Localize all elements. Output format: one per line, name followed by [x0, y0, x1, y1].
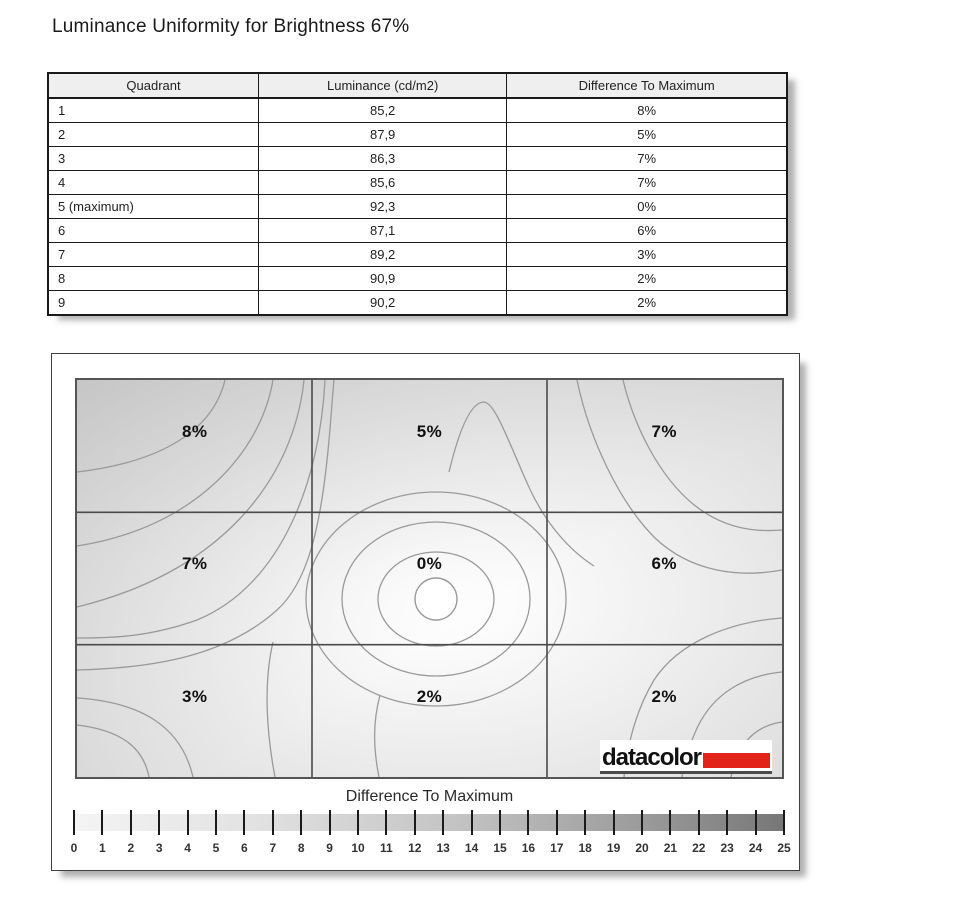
colorbar-tick — [641, 810, 643, 835]
colorbar-tick-label: 3 — [155, 841, 163, 855]
colorbar-tick — [272, 810, 274, 835]
plot-label-q1: 8% — [181, 422, 208, 442]
cell-quadrant: 3 — [48, 147, 258, 171]
colorbar-tick — [669, 810, 671, 835]
colorbar-tick-label: 14 — [464, 841, 479, 855]
cell-luminance: 86,3 — [258, 147, 506, 171]
colorbar-tick-label: 8 — [297, 841, 305, 855]
col-header-quadrant: Quadrant — [48, 73, 258, 98]
colorbar-tick — [499, 810, 501, 835]
colorbar-tick-label: 23 — [720, 841, 734, 855]
colorbar-tick-label: 15 — [493, 841, 507, 855]
cell-quadrant: 2 — [48, 123, 258, 147]
uniformity-table — [47, 72, 788, 316]
colorbar-tick — [101, 810, 103, 835]
table-header-row — [48, 73, 787, 98]
colorbar-tick-label: 10 — [351, 841, 365, 855]
col-header-luminance: Luminance (cd/m2) — [258, 73, 506, 98]
table-row — [48, 171, 787, 195]
cell-quadrant: 7 — [48, 243, 258, 267]
colorbar-tick-label: 11 — [380, 841, 393, 855]
plot-label-q9: 2% — [651, 687, 678, 707]
colorbar-scale — [70, 810, 791, 862]
datacolor-logo — [600, 740, 772, 774]
colorbar-tick-label: 5 — [212, 841, 220, 855]
colorbar-tick-label: 25 — [777, 841, 791, 855]
colorbar-tick-label: 1 — [99, 841, 106, 855]
colorbar-tick-label: 2 — [127, 841, 135, 855]
cell-difference: 7% — [507, 171, 787, 195]
colorbar-tick — [698, 810, 700, 835]
colorbar-tick-label: 6 — [241, 841, 248, 855]
cell-luminance: 90,2 — [258, 291, 506, 316]
uniformity-plot-panel — [51, 353, 800, 871]
plot-label-q6: 6% — [651, 554, 678, 574]
colorbar-tick-label: 19 — [606, 841, 621, 855]
cell-luminance: 85,6 — [258, 171, 506, 195]
cell-quadrant: 9 — [48, 291, 258, 316]
colorbar-tick — [385, 810, 387, 835]
colorbar-gradient — [75, 814, 783, 831]
colorbar-tick — [130, 810, 132, 835]
colorbar-tick — [357, 810, 359, 835]
table-row — [48, 98, 787, 123]
table-row — [48, 195, 787, 219]
colorbar-tick — [243, 810, 245, 835]
table-row — [48, 267, 787, 291]
cell-luminance: 92,3 — [258, 195, 506, 219]
colorbar-tick-label: 18 — [578, 841, 592, 855]
col-header-difference: Difference To Maximum — [507, 73, 787, 98]
uniformity-table-body — [48, 98, 787, 315]
cell-difference: 5% — [507, 123, 787, 147]
cell-difference: 0% — [507, 195, 787, 219]
colorbar-tick — [329, 810, 331, 835]
cell-difference: 3% — [507, 243, 787, 267]
cell-difference: 8% — [507, 98, 787, 123]
colorbar-tick-label: 7 — [269, 841, 277, 855]
cell-quadrant: 1 — [48, 98, 258, 123]
page-title: Luminance Uniformity for Brightness 67% — [52, 16, 410, 37]
cell-difference: 7% — [507, 147, 787, 171]
colorbar-tick-label: 24 — [748, 841, 763, 855]
colorbar-tick-label: 9 — [326, 841, 333, 855]
colorbar-tick — [187, 810, 189, 835]
colorbar-tick — [527, 810, 529, 835]
colorbar-tick-label: 22 — [692, 841, 706, 855]
cell-luminance: 89,2 — [258, 243, 506, 267]
colorbar-tick — [755, 810, 757, 835]
uniformity-table-container — [47, 72, 788, 316]
colorbar-tick — [613, 810, 615, 835]
cell-quadrant: 8 — [48, 267, 258, 291]
colorbar-tick-label: 0 — [70, 841, 78, 855]
colorbar-tick-label: 12 — [408, 841, 422, 855]
colorbar-tick-label: 20 — [635, 841, 649, 855]
cell-luminance: 87,1 — [258, 219, 506, 243]
colorbar-tick-label: 13 — [436, 841, 450, 855]
colorbar-tick — [584, 810, 586, 835]
plot-label-q8: 2% — [416, 687, 443, 707]
maximum-point-marker — [415, 578, 457, 620]
table-row — [48, 291, 787, 316]
contour-plot — [75, 378, 784, 779]
colorbar-tick — [158, 810, 160, 835]
cell-quadrant: 5 (maximum) — [48, 195, 258, 219]
cell-quadrant: 6 — [48, 219, 258, 243]
colorbar-tick — [726, 810, 728, 835]
datacolor-logo-red-bar — [703, 753, 770, 768]
colorbar-tick — [300, 810, 302, 835]
plot-label-q7: 3% — [181, 687, 208, 707]
colorbar-tick — [73, 810, 75, 835]
cell-difference: 2% — [507, 267, 787, 291]
cell-luminance: 87,9 — [258, 123, 506, 147]
colorbar-tick-label: 16 — [521, 841, 536, 855]
colorbar-tick — [783, 810, 785, 835]
table-row — [48, 243, 787, 267]
colorbar-tick-label: 17 — [550, 841, 564, 855]
colorbar-tick — [442, 810, 444, 835]
colorbar-tick-label: 4 — [184, 841, 191, 855]
colorbar-tick — [215, 810, 217, 835]
datacolor-logo-text: datacolor — [602, 744, 702, 771]
cell-luminance: 85,2 — [258, 98, 506, 123]
plot-label-q4: 7% — [181, 554, 208, 574]
table-row — [48, 147, 787, 171]
cell-quadrant: 4 — [48, 171, 258, 195]
cell-difference: 6% — [507, 219, 787, 243]
cell-difference: 2% — [507, 291, 787, 316]
cell-luminance: 90,9 — [258, 267, 506, 291]
plot-label-q3: 7% — [651, 422, 678, 442]
table-row — [48, 219, 787, 243]
colorbar-tick — [414, 810, 416, 835]
plot-label-q2: 5% — [416, 422, 443, 442]
colorbar-tick — [556, 810, 558, 835]
plot-label-q5: 0% — [416, 554, 443, 574]
table-row — [48, 123, 787, 147]
colorbar-tick-label: 21 — [663, 841, 678, 855]
colorbar-title: Difference To Maximum — [345, 788, 514, 805]
colorbar-tick — [471, 810, 473, 835]
